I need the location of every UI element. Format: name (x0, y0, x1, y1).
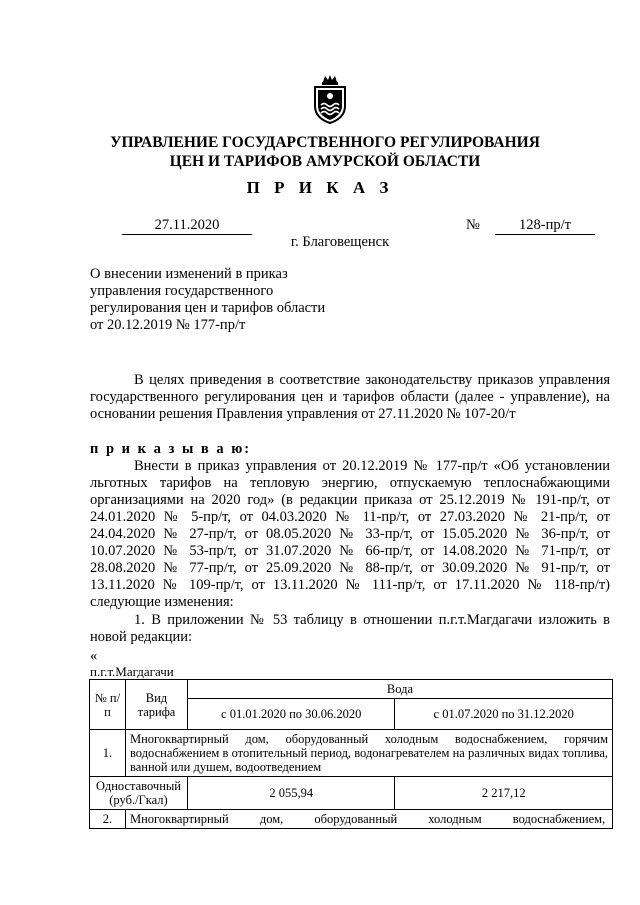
rate-label: Одноставочный (руб./Гкал) (90, 777, 188, 810)
organization-title-line1: УПРАВЛЕНИЕ ГОСУДАРСТВЕННОГО РЕГУЛИРОВАНИЯ (110, 134, 540, 151)
row-number: 1. (90, 730, 126, 777)
order-verb: п р и к а з ы в а ю: (90, 441, 252, 457)
city: г. Благовещенск (290, 234, 390, 250)
tariff-table (89, 679, 613, 829)
quote-open-mark: « (90, 648, 98, 664)
item-1-paragraph: 1. В приложении № 53 таблицу в отношении п.г.т.Магдагачи изложить в новой редакции: (90, 612, 610, 645)
subject-line: О внесении изменений в приказ (90, 266, 288, 282)
table-row (90, 730, 613, 777)
subject-line: управления государственного (90, 283, 274, 299)
row-description: Многоквартирный дом, оборудованный холодным водоснабжением, горячим водоснабжением в отопительный период, водонагревателем на различных видах топлива, ванной или душем, водоотведением (125, 730, 612, 777)
rate-period-2: 2 217,12 (395, 777, 613, 810)
subject-line: от 20.12.2019 № 177-пр/т (90, 317, 246, 333)
column-header-tariff-type: Вид тарифа (125, 680, 187, 730)
row-description: Многоквартирный дом, оборудованный холодным водоснабжением, (125, 810, 612, 829)
column-header-number: № п/п (90, 680, 126, 730)
table-header-row (90, 680, 613, 699)
subject-line: регулирования цен и тарифов области (90, 300, 326, 316)
amendment-paragraph: Внести в приказ управления от 20.12.2019 № 177-пр/т «Об установлении льготных тарифов на тепловую энергию, отпускаемую теплоснабжающими организациями на 2020 год» (в редакции приказа от 25.12.2019 № 191-пр/т, от 24.01.2020 № 5-пр/т, от 04.03.2020 № 11-пр/т, от 27.03.2020 № 21-пр/т, от 24.04.2020 № 27-пр/т, от 08.05.2020 № 33-пр/т, от 15.05.2020 № 36-пр/т, от 10.07.2020 № 53-пр/т, от 31.07.2020 № 66-пр/т, от 14.08.2020 № 71-пр/т, от 28.08.2020 № 77-пр/т, от 25.09.2020 № 88-пр/т, от 30.09.2020 № 91-пр/т, от 13.11.2020 № 109-пр/т, от 13.11.2020 № 111-пр/т, от 17.11.2020 № 118-пр/т) следующие изменения: (90, 458, 610, 610)
table-caption: п.г.т.Магдагачи (90, 664, 174, 679)
order-subject (90, 266, 370, 334)
table-row (90, 810, 613, 829)
order-number-sign: № (466, 217, 480, 233)
row-number: 2. (90, 810, 126, 829)
preamble-paragraph: В целях приведения в соответствие законодательству приказов управления государственного регулирования цен и тарифов области (далее - управление), на основании решения Правления управления от 27.11.2020 № 107-20/т (90, 372, 610, 422)
order-number: 128-пр/т (495, 217, 595, 235)
amur-region-coat-of-arms-icon (311, 74, 349, 124)
rate-period-1: 2 055,94 (187, 777, 395, 810)
column-header-water: Вода (187, 680, 612, 699)
column-header-period-1: с 01.01.2020 по 30.06.2020 (187, 699, 395, 730)
table-row (90, 777, 613, 810)
organization-title-line2: ЦЕН И ТАРИФОВ АМУРСКОЙ ОБЛАСТИ (169, 153, 481, 170)
column-header-period-2: с 01.07.2020 по 31.12.2020 (395, 699, 613, 730)
organization-title (90, 133, 560, 171)
order-date: 27.11.2020 (122, 217, 252, 235)
document-type: П Р И К А З (246, 178, 394, 197)
